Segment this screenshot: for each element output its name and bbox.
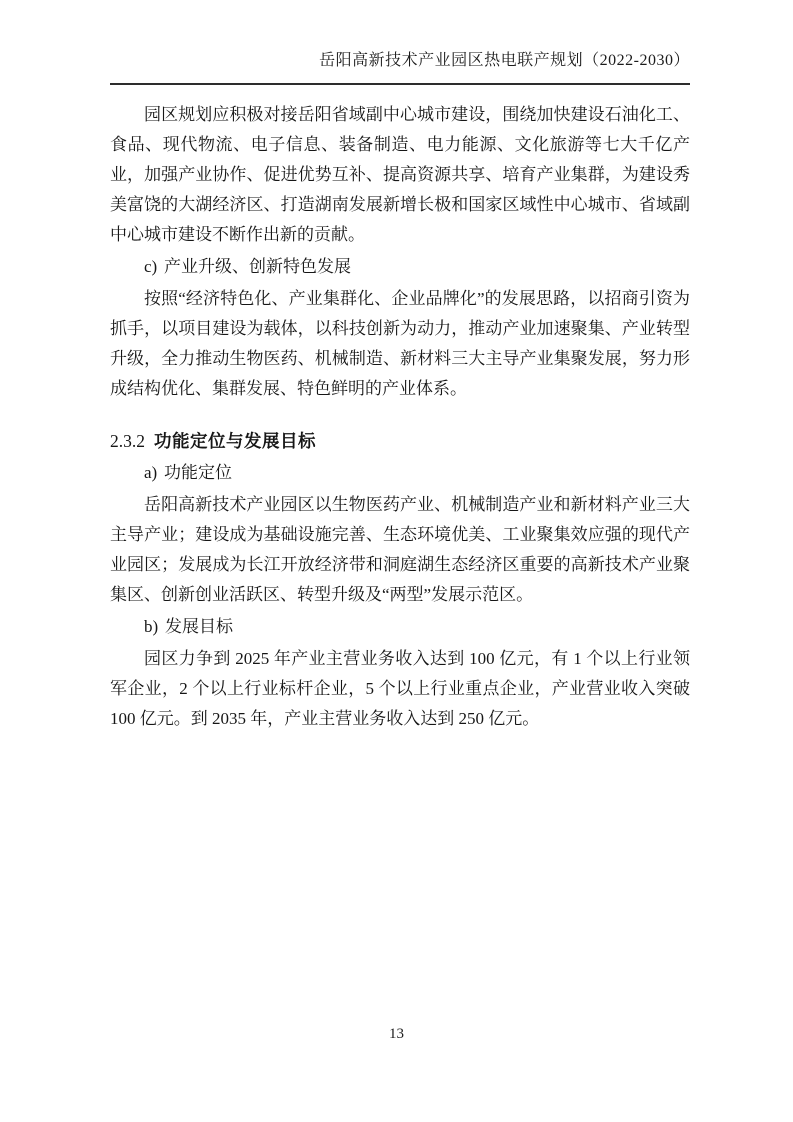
section-heading-2-3-2 <box>110 426 690 456</box>
section-heading-number: 2.3.2 <box>110 431 145 451</box>
list-item-c-text: 产业升级、创新特色发展 <box>164 257 352 276</box>
list-item-a-label: a) <box>144 463 158 482</box>
header-rule <box>110 83 690 85</box>
page-number: 13 <box>389 1026 404 1042</box>
section-heading-title: 功能定位与发展目标 <box>154 431 316 451</box>
list-item-a-text: 功能定位 <box>164 463 233 482</box>
paragraph-park-planning: 园区规划应积极对接岳阳省域副中心城市建设，围绕加快建设石油化工、食品、现代物流、电子信息、装备制造、电力能源、文化旅游等七大千亿产业，加强产业协作、促进优势互补、提高资源共享、培育产业集群，为建设秀美富饶的大湖经济区、打造湖南发展新增长极和国家区域性中心城市、省域副中心城市建设不断作出新的贡献。 <box>110 105 690 244</box>
page-footer <box>0 1026 793 1043</box>
paragraph-functional-positioning: 岳阳高新技术产业园区以生物医药产业、机械制造产业和新材料产业三大主导产业；建设成为基础设施完善、生态环境优美、工业聚集效应强的现代产业园区；发展成为长江开放经济带和洞庭湖生态经济区重要的高新技术产业聚集区、创新创业活跃区、转型升级及“两型”发展示范区。 <box>110 495 690 604</box>
page-header <box>110 50 690 85</box>
list-item-c-label: c) <box>144 257 158 276</box>
list-item-a <box>110 458 690 488</box>
list-item-b-text: 发展目标 <box>164 617 233 636</box>
list-item-c <box>110 252 690 282</box>
paragraph-industry-upgrade: 按照“经济特色化、产业集群化、企业品牌化”的发展思路，以招商引资为抓手，以项目建设为载体，以科技创新为动力，推动产业加速聚集、产业转型升级，全力推动生物医药、机械制造、新材料三大主导产业集聚发展，努力形成结构优化、集群发展、特色鲜明的产业体系。 <box>110 289 690 398</box>
running-header-title: 岳阳高新技术产业园区热电联产规划（2022-2030） <box>319 52 690 69</box>
list-item-b <box>110 612 690 642</box>
list-item-b-label: b) <box>144 617 159 636</box>
document-body <box>110 100 690 734</box>
paragraph-development-goals: 园区力争到 2025 年产业主营业务收入达到 100 亿元，有 1 个以上行业领军企业，2 个以上行业标杆企业，5 个以上行业重点企业，产业营业收入突破 100 亿元。到 2035 年，产业主营业务收入达到 250 亿元。 <box>110 649 690 728</box>
